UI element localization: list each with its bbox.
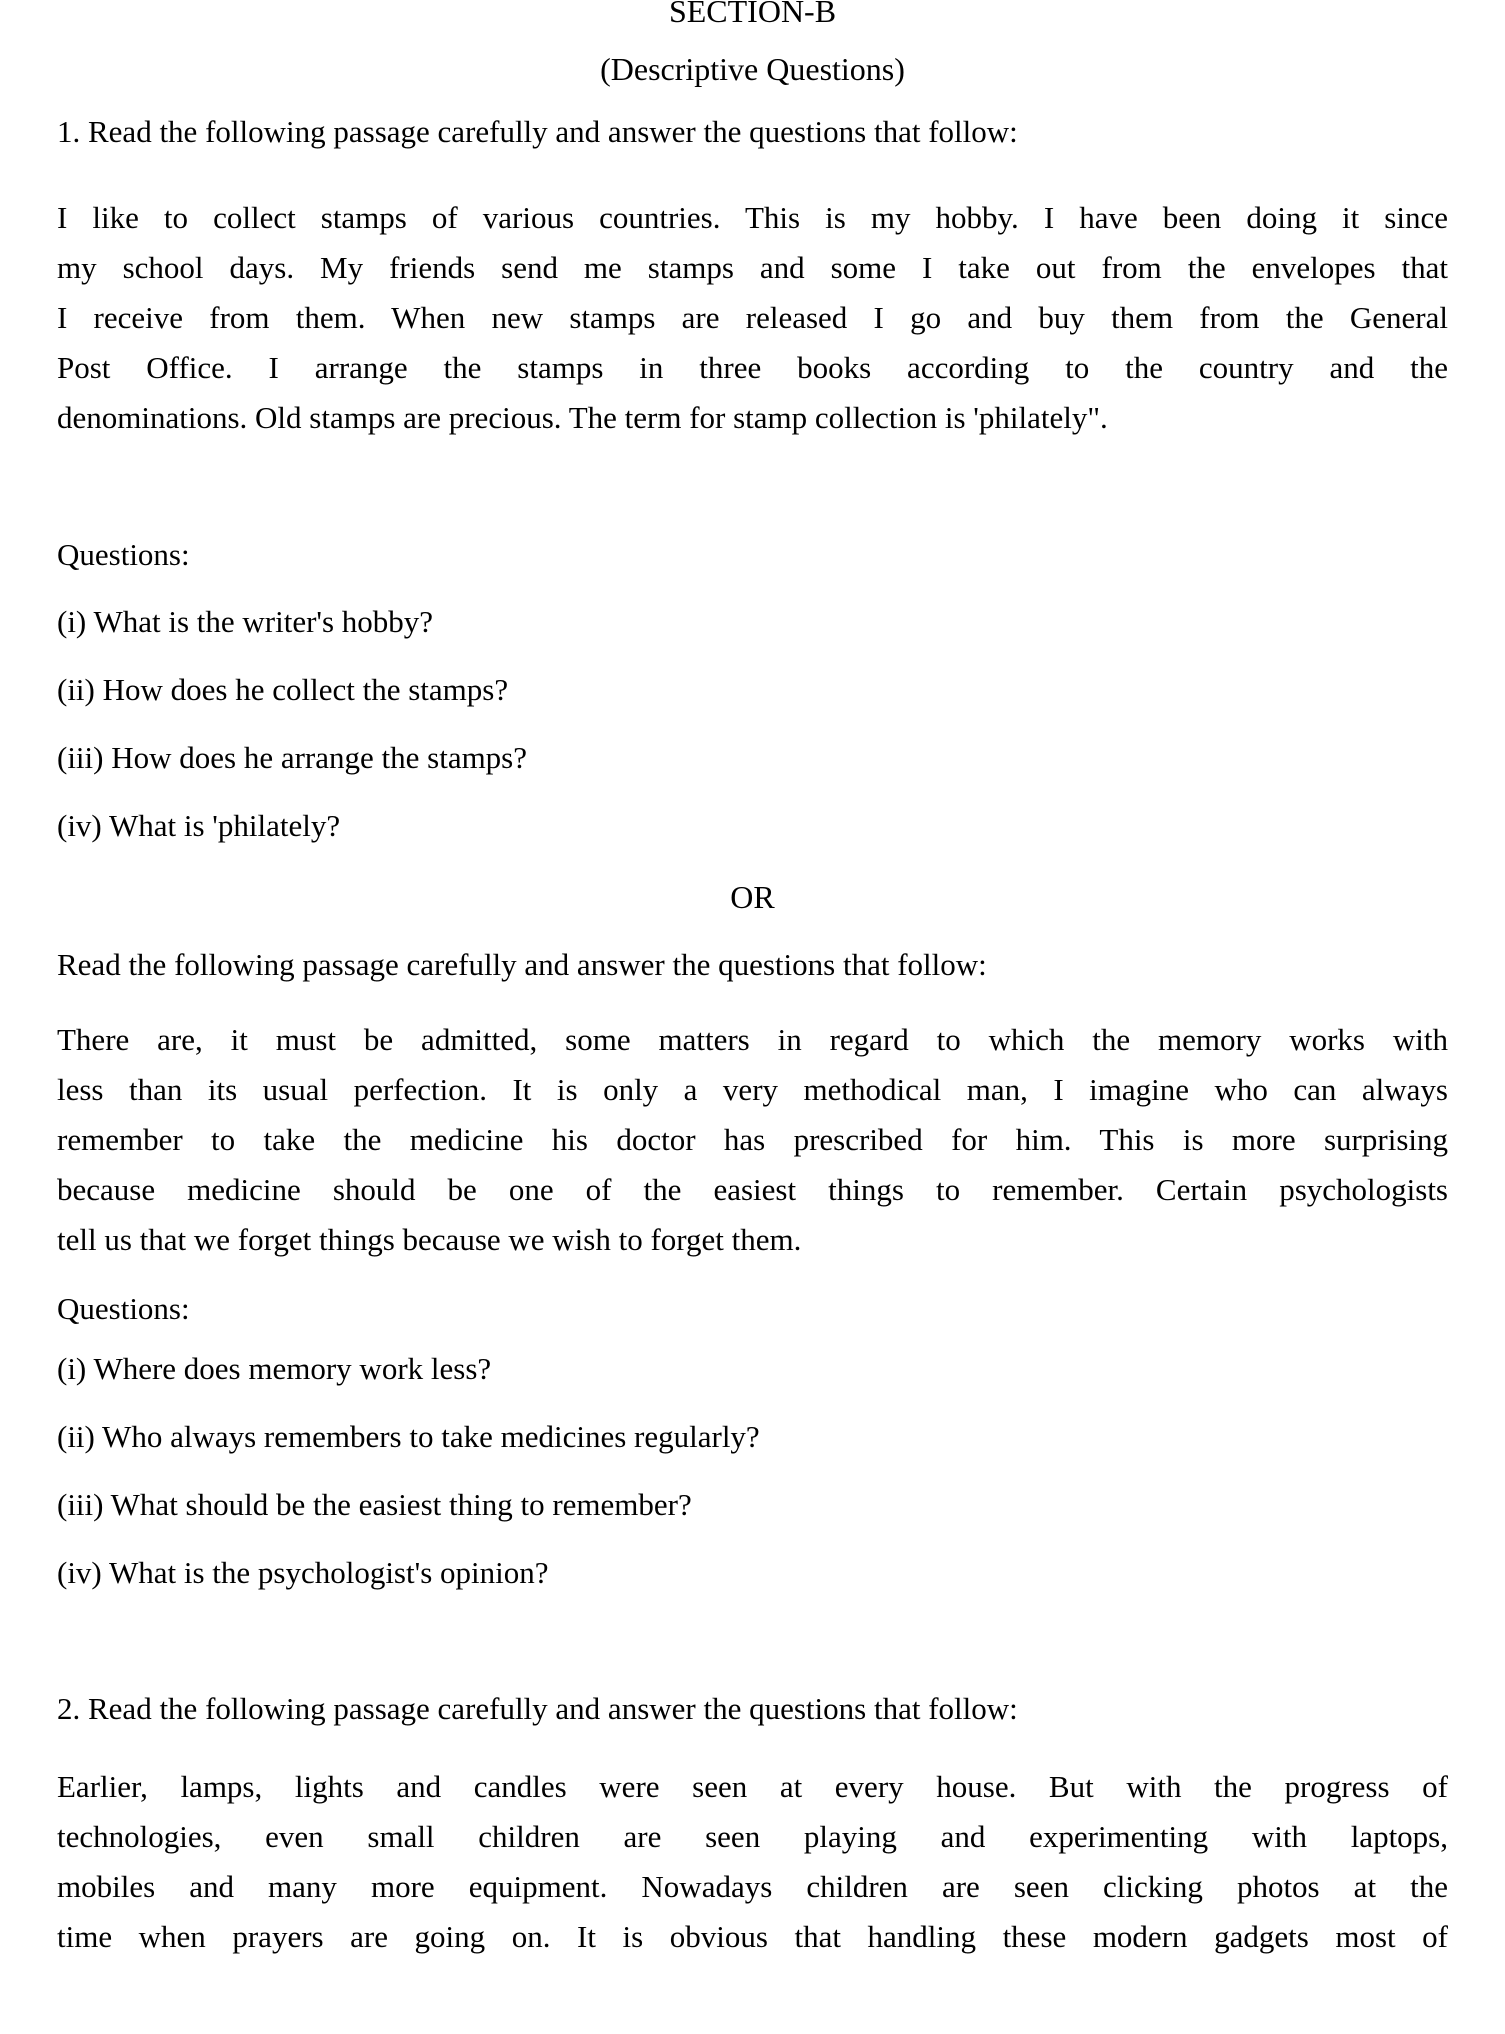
passage2-line: less than its usual perfection. It is only a very methodical man, I imagine who can always [57, 1072, 1448, 1107]
question-item: (ii) Who always remembers to take medicines regularly? [57, 1419, 760, 1454]
passage1 [57, 193, 1448, 443]
question-item: (i) Where does memory work less? [57, 1351, 492, 1386]
alt-passage-heading: Read the following passage carefully and answer the questions that follow: [57, 947, 987, 982]
question-item: (iii) What should be the easiest thing to remember? [57, 1487, 692, 1522]
passage1-line: I receive from them. When new stamps are released I go and buy them from the General [57, 300, 1448, 335]
or-divider: OR [730, 879, 775, 915]
passage3-line: Earlier, lamps, lights and candles were seen at every house. But with the progress of [57, 1769, 1448, 1804]
passage1-line: my school days. My friends send me stamps and some I take out from the envelopes that [57, 250, 1448, 285]
questions2-label: Questions: [57, 1291, 190, 1326]
passage1-line: Post Office. I arrange the stamps in three books according to the country and the [57, 350, 1448, 385]
passage1-line: denominations. Old stamps are precious. The term for stamp collection is 'philately". [57, 400, 1108, 435]
passage1-line: I like to collect stamps of various countries. This is my hobby. I have been doing it since [57, 200, 1448, 235]
question2-heading: 2. Read the following passage carefully and answer the questions that follow: [57, 1691, 1018, 1726]
section-subtitle: (Descriptive Questions) [600, 51, 905, 87]
question1-heading: 1. Read the following passage carefully and answer the questions that follow: [57, 114, 1018, 149]
passage3-line: time when prayers are going on. It is obvious that handling these modern gadgets most of [57, 1919, 1448, 1954]
question-item: (ii) How does he collect the stamps? [57, 672, 509, 707]
questions1-label: Questions: [57, 537, 190, 572]
passage2 [57, 1015, 1448, 1265]
question-item: (iv) What is 'philately? [57, 808, 341, 843]
passage2-line: remember to take the medicine his doctor has prescribed for him. This is more surprising [57, 1122, 1448, 1157]
passage3-line: technologies, even small children are seen playing and experimenting with laptops, [57, 1819, 1448, 1854]
passage3 [57, 1762, 1448, 1962]
passage2-line: because medicine should be one of the easiest things to remember. Certain psychologists [57, 1172, 1448, 1207]
passage2-line: tell us that we forget things because we wish to forget them. [57, 1222, 802, 1257]
passage3-line: mobiles and many more equipment. Nowadays children are seen clicking photos at the [57, 1869, 1448, 1904]
question-item: (iv) What is the psychologist's opinion? [57, 1555, 549, 1590]
section-title: SECTION-B [668, 0, 837, 29]
question-item: (iii) How does he arrange the stamps? [57, 740, 528, 775]
passage2-line: There are, it must be admitted, some matters in regard to which the memory works with [57, 1022, 1448, 1057]
question-item: (i) What is the writer's hobby? [57, 604, 434, 639]
